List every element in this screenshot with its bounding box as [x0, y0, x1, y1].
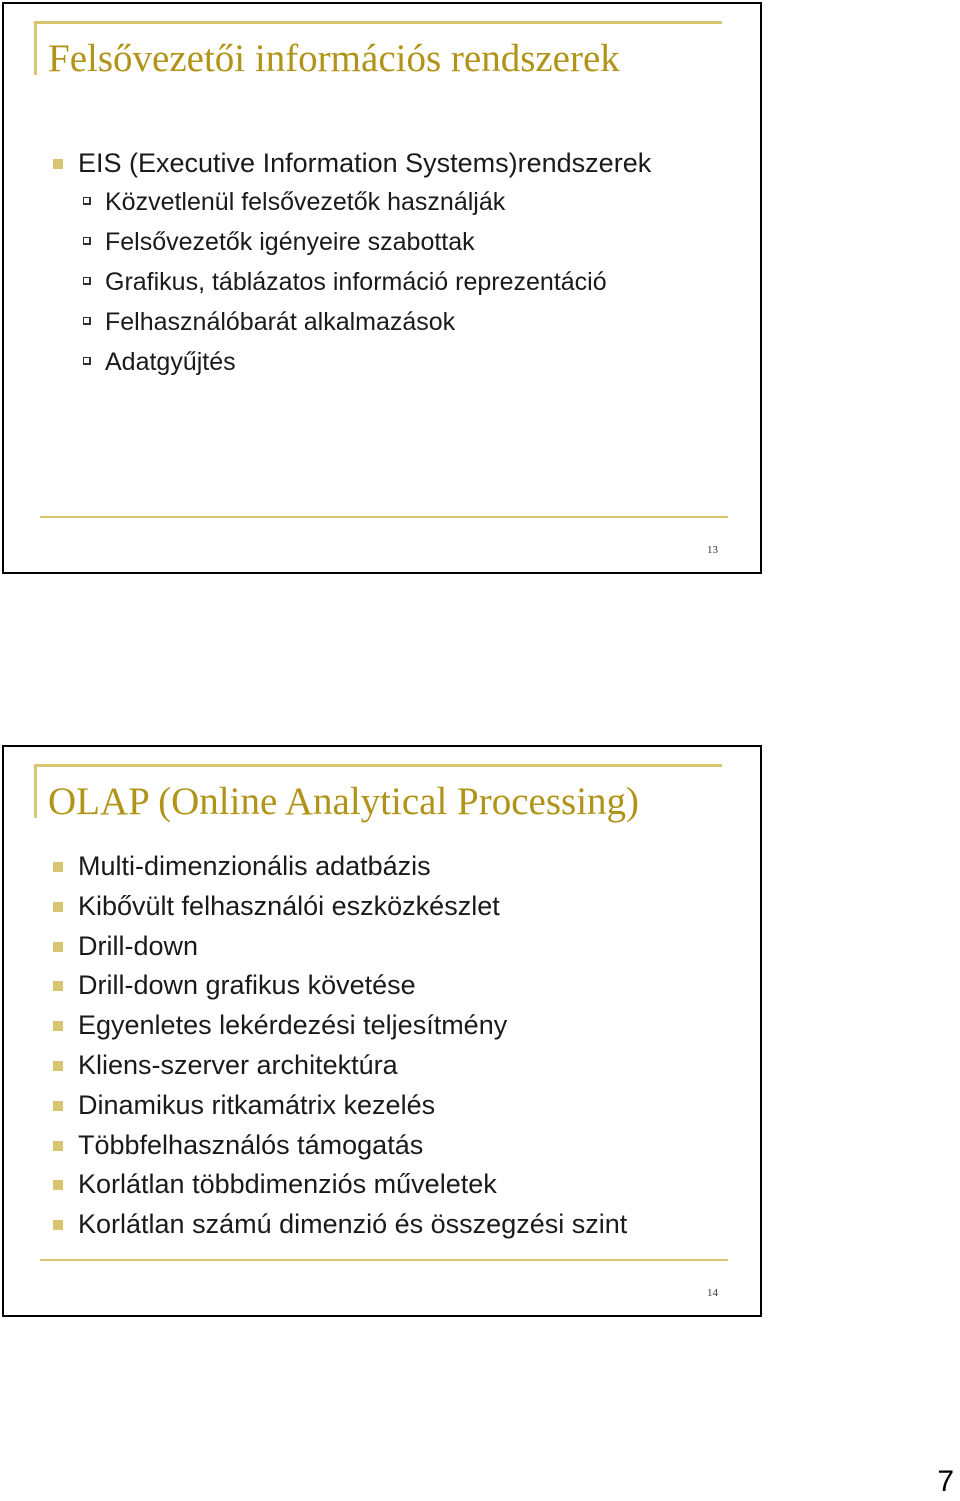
bullet-item: [48, 1086, 748, 1126]
bullet-item: [48, 1046, 748, 1086]
checkbox-bullet-icon: [83, 317, 91, 325]
bullet-text: Dinamikus ritkamátrix kezelés: [78, 1089, 436, 1120]
bullet-item: [48, 1205, 748, 1245]
slide-content: [48, 847, 748, 1245]
slide-content: [48, 144, 748, 382]
footer-rule: [40, 516, 728, 518]
bullet-text: Drill-down grafikus követése: [78, 970, 416, 1001]
square-bullet-icon: [53, 1101, 63, 1111]
slide-title: Felsővezetői információs rendszerek: [48, 37, 620, 80]
sub-item: [78, 262, 748, 302]
slide-page-number: 14: [707, 1287, 718, 1299]
sheet-page-number: 7: [937, 1465, 954, 1498]
square-bullet-icon: [53, 1021, 63, 1031]
square-bullet-icon: [53, 1220, 63, 1230]
square-bullet-icon: [53, 942, 63, 952]
bullet-item: [48, 966, 748, 1006]
sub-item-text: Közvetlenül felsővezetők használják: [105, 188, 506, 216]
checkbox-bullet-icon: [83, 357, 91, 365]
checkbox-bullet-icon: [83, 277, 91, 285]
bullet-text: Többfelhasználós támogatás: [78, 1129, 424, 1160]
bullet-text: Kliens-szerver architektúra: [78, 1049, 398, 1080]
bullet-item: [48, 927, 748, 967]
sub-item-text: Felhasználóbarát alkalmazások: [105, 308, 456, 336]
bullet-text: Kibővült felhasználói eszközkészlet: [78, 890, 500, 921]
bullet-text: EIS (Executive Information Systems)rendszerek: [78, 148, 652, 178]
bullet-item: [48, 1165, 748, 1205]
slide-13: [2, 2, 762, 574]
slide-page-number: 13: [707, 544, 718, 556]
square-bullet-icon: [53, 1141, 63, 1151]
bullet-text: Drill-down: [78, 930, 199, 961]
square-bullet-icon: [53, 902, 63, 912]
bullet-item: [48, 847, 748, 887]
square-bullet-icon: [53, 862, 63, 872]
checkbox-bullet-icon: [83, 197, 91, 205]
sub-item: [78, 222, 748, 262]
bullet-text: Multi-dimenzionális adatbázis: [78, 851, 431, 881]
bullet-item: [48, 1126, 748, 1166]
sub-item: [78, 302, 748, 342]
sub-item-text: Felsővezetők igényeire szabottak: [105, 228, 475, 256]
square-bullet-icon: [53, 1180, 63, 1190]
sub-item-text: Grafikus, táblázatos információ reprezentáció: [105, 268, 607, 296]
footer-rule: [40, 1259, 728, 1261]
bullet-item: [48, 144, 748, 182]
sub-item-text: Adatgyűjtés: [105, 348, 236, 376]
square-bullet-icon: [53, 1061, 63, 1071]
sub-item: [78, 182, 748, 222]
bullet-text: Korlátlan számú dimenzió és összegzési szint: [78, 1209, 628, 1240]
checkbox-bullet-icon: [83, 237, 91, 245]
square-bullet-icon: [53, 159, 63, 169]
bullet-item: [48, 1006, 748, 1046]
slide-14: [2, 745, 762, 1317]
bullet-text: Egyenletes lekérdezési teljesítmény: [78, 1010, 508, 1041]
sub-list: [78, 182, 748, 382]
bullet-text: Korlátlan többdimenziós műveletek: [78, 1169, 497, 1200]
square-bullet-icon: [53, 981, 63, 991]
slide-title: OLAP (Online Analytical Processing): [48, 780, 640, 823]
sub-item: [78, 342, 748, 382]
bullet-item: [48, 887, 748, 927]
